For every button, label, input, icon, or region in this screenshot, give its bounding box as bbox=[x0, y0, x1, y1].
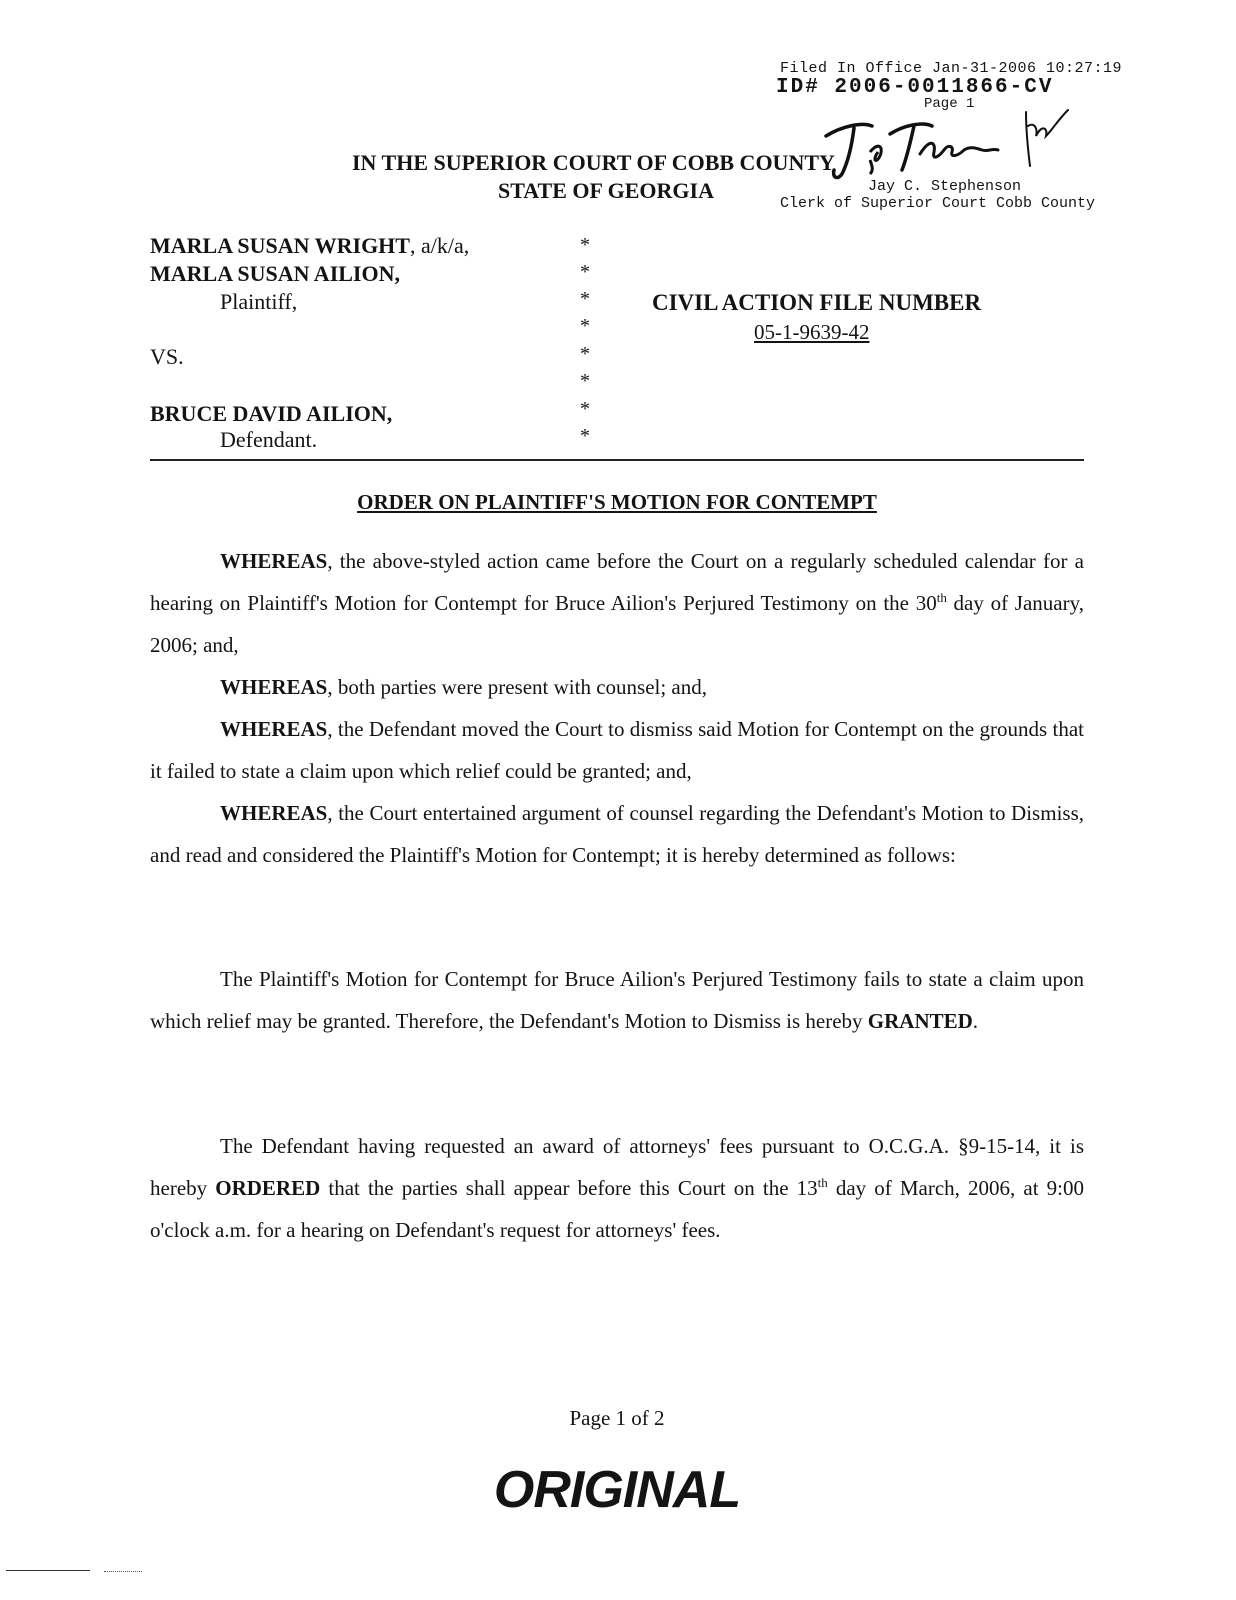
caption-star: * bbox=[580, 425, 590, 447]
ordered-label: ORDERED bbox=[215, 1176, 321, 1200]
caption-star: * bbox=[580, 370, 590, 392]
whereas-paragraph-3 bbox=[150, 708, 1084, 792]
paragraph-text: The Defendant having requested an award of attorneys' fees pursuant to O.C.G.A. §9-15-14, it is hereby bbox=[150, 1134, 1084, 1200]
defendant-name: BRUCE DAVID AILION, bbox=[150, 401, 393, 426]
plaintiff-name-line bbox=[150, 233, 469, 259]
civil-action-number: 05-1-9639-42 bbox=[754, 320, 870, 344]
filed-stamp-id: ID# 2006-0011866-CV bbox=[776, 76, 1054, 99]
ruling-paragraph bbox=[150, 958, 1084, 1042]
ordinal-suffix: th bbox=[817, 1175, 828, 1190]
caption-star: * bbox=[580, 343, 590, 365]
page-number: Page 1 of 2 bbox=[569, 1406, 665, 1430]
caption-star: * bbox=[580, 261, 590, 283]
plaintiff-alias: MARLA SUSAN AILION, bbox=[150, 261, 400, 286]
civil-action-title: CIVIL ACTION FILE NUMBER bbox=[652, 290, 982, 315]
paragraph-text: The Plaintiff's Motion for Contempt for Bruce Ailion's Perjured Testimony fails to state a claim upon which relief may be granted. Therefore, the Defendant's Motion to Dismiss is hereby bbox=[150, 967, 1084, 1033]
filed-stamp-page: Page 1 bbox=[924, 96, 975, 112]
plaintiff-role: Plaintiff, bbox=[220, 289, 298, 314]
ordinal-suffix: th bbox=[936, 590, 947, 605]
whereas-paragraph-2 bbox=[150, 666, 1084, 708]
caption-star: * bbox=[580, 315, 590, 337]
original-stamp: ORIGINAL bbox=[493, 1461, 741, 1519]
paragraph-text: , the above-styled action came before the Court on a regularly scheduled calendar for a hearing on Plaintiff's Motion for Contempt for Bruce Ailion's Perjured Testimony on the 30 bbox=[150, 549, 1084, 615]
caption-star: * bbox=[580, 234, 590, 256]
defendant-role: Defendant. bbox=[220, 427, 318, 452]
granted-label: GRANTED bbox=[867, 1009, 973, 1033]
whereas-label: WHEREAS bbox=[220, 675, 328, 699]
whereas-label: WHEREAS bbox=[220, 549, 328, 573]
plaintiff-name: MARLA SUSAN WRIGHT bbox=[150, 233, 410, 258]
whereas-paragraph-4 bbox=[150, 792, 1084, 876]
caption-star: * bbox=[580, 398, 590, 420]
plaintiff-aka: , a/k/a, bbox=[409, 233, 470, 258]
clerk-signature bbox=[812, 108, 1012, 188]
caption-star: * bbox=[580, 288, 590, 310]
order-title: ORDER ON PLAINTIFF'S MOTION FOR CONTEMPT bbox=[357, 490, 877, 514]
whereas-paragraph-1 bbox=[150, 540, 1084, 666]
scan-artifact-dots bbox=[104, 1571, 142, 1572]
clerk-name: Jay C. Stephenson bbox=[868, 178, 1022, 195]
scan-artifact-line bbox=[6, 1570, 90, 1571]
paragraph-text: , the Defendant moved the Court to dismiss said Motion for Contempt on the grounds that it failed to state a claim upon which relief could be granted; and, bbox=[150, 717, 1084, 783]
paragraph-text: . bbox=[972, 1009, 979, 1033]
paragraph-text: day of March, 2006, at 9:00 o'clock a.m. for a hearing on Defendant's request for attorneys' fees. bbox=[150, 1176, 1084, 1242]
initials-mark bbox=[1022, 102, 1072, 172]
court-state: STATE OF GEORGIA bbox=[498, 178, 714, 203]
clerk-title: Clerk of Superior Court Cobb County bbox=[780, 195, 1096, 212]
paragraph-text: that the parties shall appear before this Court on the 13 bbox=[320, 1176, 818, 1200]
filed-stamp-date: Filed In Office Jan-31-2006 10:27:19 bbox=[780, 60, 1123, 77]
fees-paragraph bbox=[150, 1125, 1084, 1251]
defendant-name-line bbox=[150, 401, 392, 427]
paragraph-text: day of January, 2006; and, bbox=[150, 591, 1084, 657]
versus-label: VS. bbox=[150, 344, 184, 369]
whereas-label: WHEREAS bbox=[220, 717, 328, 741]
paragraph-text: , the Court entertained argument of counsel regarding the Defendant's Motion to Dismiss, and read and considered the Plaintiff's Motion for Contempt; it is hereby determined as follows: bbox=[150, 801, 1084, 867]
plaintiff-alias-line bbox=[150, 261, 400, 287]
whereas-label: WHEREAS bbox=[220, 801, 328, 825]
court-name: IN THE SUPERIOR COURT OF COBB COUNTY bbox=[352, 150, 835, 175]
caption-divider bbox=[150, 459, 1084, 461]
paragraph-text: , both parties were present with counsel; and, bbox=[327, 675, 707, 699]
